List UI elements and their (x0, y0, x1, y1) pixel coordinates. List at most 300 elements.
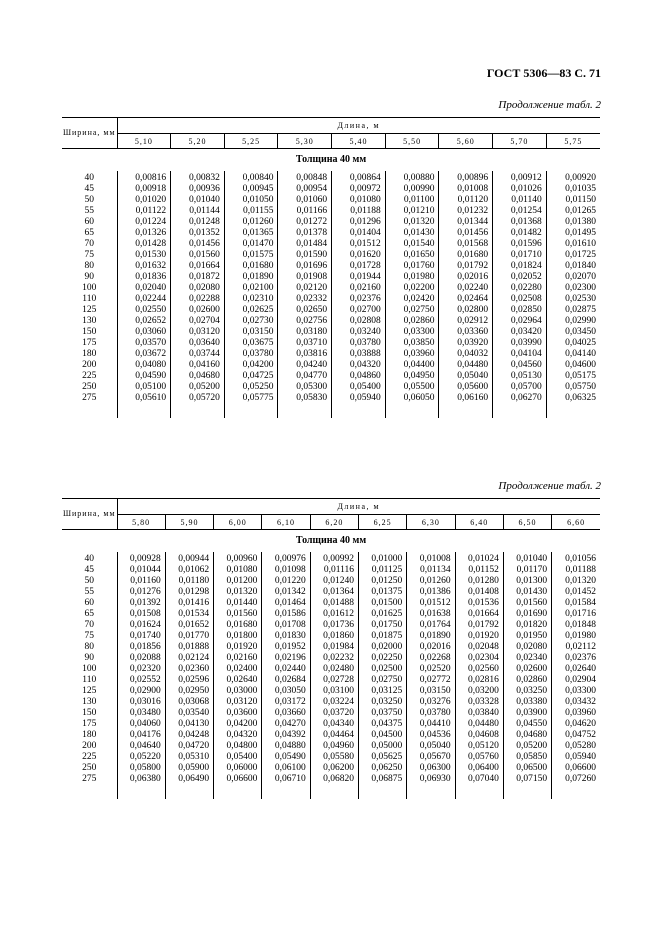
volume-cell: 0,03660 (262, 708, 310, 719)
length-value-header: 6,60 (552, 515, 600, 530)
volume-cell: 0,02912 (439, 316, 493, 327)
volume-cell: 0,02288 (171, 294, 225, 305)
volume-cell: 0,02520 (407, 664, 455, 675)
volume-cell: 0,01984 (310, 642, 358, 653)
length-value-header: 5,60 (439, 134, 493, 149)
width-cell: 80 (84, 261, 94, 271)
volume-cell: 0,01875 (358, 631, 406, 642)
volume-cell: 0,02052 (493, 272, 547, 283)
volume-cell: 0,01248 (171, 217, 225, 228)
width-cell: 50 (84, 576, 94, 586)
volume-cell: 0,00880 (385, 171, 439, 184)
volume-cell: 0,00954 (278, 184, 332, 195)
volume-table (62, 117, 600, 418)
volume-cell: 0,02704 (171, 316, 225, 327)
volume-cell: 0,06500 (503, 763, 551, 774)
table-row (62, 250, 600, 261)
length-value-header: 6,50 (503, 515, 551, 530)
width-cell: 110 (82, 675, 97, 685)
volume-cell: 0,03000 (214, 686, 262, 697)
volume-cell: 0,03224 (310, 697, 358, 708)
volume-cell: 0,00936 (171, 184, 225, 195)
volume-cell: 0,01428 (117, 239, 171, 250)
volume-cell: 0,05120 (455, 741, 503, 752)
width-cell: 180 (82, 730, 97, 740)
width-cell: 200 (82, 741, 97, 751)
volume-cell: 0,06710 (262, 774, 310, 799)
volume-cell: 0,01840 (546, 261, 600, 272)
volume-cell: 0,01378 (278, 228, 332, 239)
volume-cell: 0,02530 (546, 294, 600, 305)
volume-cell: 0,04680 (171, 371, 225, 382)
volume-cell: 0,05100 (117, 382, 171, 393)
volume-cell: 0,01265 (546, 206, 600, 217)
volume-cell: 0,05720 (171, 393, 225, 418)
table-row (62, 283, 600, 294)
volume-cell: 0,01392 (117, 598, 165, 609)
volume-cell: 0,01280 (455, 576, 503, 587)
volume-cell: 0,02640 (214, 675, 262, 686)
volume-cell: 0,03150 (224, 327, 278, 338)
volume-cell: 0,01680 (439, 250, 493, 261)
volume-cell: 0,01488 (310, 598, 358, 609)
volume-cell: 0,01456 (171, 239, 225, 250)
table-row (62, 587, 600, 598)
width-cell: 100 (82, 664, 97, 674)
table-row (62, 382, 600, 393)
volume-cell: 0,01512 (407, 598, 455, 609)
volume-cell: 0,04480 (455, 719, 503, 730)
volume-cell: 0,03420 (493, 327, 547, 338)
volume-cell: 0,02100 (224, 283, 278, 294)
volume-cell: 0,01680 (224, 261, 278, 272)
volume-cell: 0,01495 (546, 228, 600, 239)
volume-cell: 0,02596 (165, 675, 213, 686)
volume-cell: 0,04640 (117, 741, 165, 752)
volume-cell: 0,02376 (332, 294, 386, 305)
volume-cell: 0,01166 (278, 206, 332, 217)
volume-cell: 0,04608 (455, 730, 503, 741)
volume-cell: 0,01326 (117, 228, 171, 239)
volume-cell: 0,01830 (262, 631, 310, 642)
volume-cell: 0,02625 (224, 305, 278, 316)
volume-cell: 0,01125 (358, 565, 406, 576)
volume-cell: 0,01152 (455, 565, 503, 576)
volume-cell: 0,01155 (224, 206, 278, 217)
volume-cell: 0,05400 (214, 752, 262, 763)
width-cell: 50 (84, 195, 94, 205)
volume-cell: 0,01836 (117, 272, 171, 283)
table-row (62, 774, 600, 799)
volume-cell: 0,00912 (493, 171, 547, 184)
volume-cell: 0,01508 (117, 609, 165, 620)
volume-cell: 0,01980 (552, 631, 600, 642)
volume-cell: 0,01484 (278, 239, 332, 250)
volume-cell: 0,01020 (117, 195, 171, 206)
volume-cell: 0,03570 (117, 338, 171, 349)
table-row (62, 261, 600, 272)
volume-cell: 0,01440 (214, 598, 262, 609)
volume-cell: 0,06100 (262, 763, 310, 774)
volume-cell: 0,01188 (552, 565, 600, 576)
volume-cell: 0,01530 (117, 250, 171, 261)
volume-cell: 0,02070 (546, 272, 600, 283)
volume-cell: 0,05200 (171, 382, 225, 393)
width-cell: 65 (84, 609, 94, 619)
width-cell: 40 (84, 173, 94, 183)
volume-cell: 0,01296 (332, 217, 386, 228)
volume-cell: 0,03780 (332, 338, 386, 349)
volume-cell: 0,01276 (117, 587, 165, 598)
volume-cell: 0,02600 (503, 664, 551, 675)
volume-cell: 0,05750 (546, 382, 600, 393)
table-row (62, 217, 600, 228)
volume-cell: 0,02240 (439, 283, 493, 294)
volume-cell: 0,02400 (214, 664, 262, 675)
volume-cell: 0,02160 (214, 653, 262, 664)
volume-cell: 0,02550 (117, 305, 171, 316)
volume-cell: 0,03050 (262, 686, 310, 697)
volume-cell: 0,04140 (546, 349, 600, 360)
width-cell: 55 (84, 206, 94, 216)
volume-cell: 0,01610 (546, 239, 600, 250)
table-row (62, 664, 600, 675)
volume-cell: 0,02990 (546, 316, 600, 327)
volume-cell: 0,00945 (224, 184, 278, 195)
width-cell: 225 (82, 752, 97, 762)
volume-cell: 0,01908 (278, 272, 332, 283)
volume-cell: 0,03068 (165, 697, 213, 708)
volume-cell: 0,02200 (385, 283, 439, 294)
volume-cell: 0,02875 (546, 305, 600, 316)
volume-cell: 0,01056 (552, 552, 600, 565)
length-value-header: 5,25 (224, 134, 278, 149)
volume-cell: 0,03540 (165, 708, 213, 719)
length-value-header: 5,40 (332, 134, 386, 149)
volume-cell: 0,05940 (332, 393, 386, 418)
volume-cell: 0,03120 (214, 697, 262, 708)
table-row (62, 228, 600, 239)
table-row (62, 349, 600, 360)
volume-cell: 0,02900 (117, 686, 165, 697)
volume-cell: 0,01344 (439, 217, 493, 228)
table-row (62, 653, 600, 664)
volume-cell: 0,04464 (310, 730, 358, 741)
length-value-header: 5,70 (493, 134, 547, 149)
volume-cell: 0,01026 (493, 184, 547, 195)
volume-cell: 0,04480 (439, 360, 493, 371)
width-cell: 275 (82, 393, 97, 403)
volume-cell: 0,05900 (165, 763, 213, 774)
volume-cell: 0,03888 (332, 349, 386, 360)
volume-cell: 0,02756 (278, 316, 332, 327)
volume-cell: 0,01464 (262, 598, 310, 609)
volume-cell: 0,01144 (171, 206, 225, 217)
volume-cell: 0,02684 (262, 675, 310, 686)
width-cell: 110 (82, 294, 97, 304)
volume-cell: 0,01716 (552, 609, 600, 620)
volume-cell: 0,05940 (552, 752, 600, 763)
length-value-header: 5,10 (117, 134, 171, 149)
volume-cell: 0,01365 (224, 228, 278, 239)
volume-cell: 0,01952 (262, 642, 310, 653)
volume-cell: 0,01586 (262, 609, 310, 620)
volume-cell: 0,03016 (117, 697, 165, 708)
volume-cell: 0,01872 (171, 272, 225, 283)
volume-cell: 0,02808 (332, 316, 386, 327)
table-continuation-label: Продолжение табл. 2 (498, 99, 601, 111)
volume-cell: 0,04060 (117, 719, 165, 730)
volume-cell: 0,01240 (310, 576, 358, 587)
volume-cell: 0,00848 (278, 171, 332, 184)
volume-cell: 0,01760 (385, 261, 439, 272)
volume-cell: 0,04320 (332, 360, 386, 371)
volume-cell: 0,06250 (358, 763, 406, 774)
volume-cell: 0,04860 (332, 371, 386, 382)
volume-cell: 0,02160 (332, 283, 386, 294)
volume-cell: 0,01254 (493, 206, 547, 217)
volume-cell: 0,01512 (332, 239, 386, 250)
table-row (62, 730, 600, 741)
volume-cell: 0,01386 (407, 587, 455, 598)
volume-cell: 0,01456 (439, 228, 493, 239)
volume-cell: 0,01708 (262, 620, 310, 631)
width-cell: 225 (82, 371, 97, 381)
length-value-header: 6,10 (262, 515, 310, 530)
volume-cell: 0,00944 (165, 552, 213, 565)
volume-cell: 0,01220 (262, 576, 310, 587)
width-cell: 200 (82, 360, 97, 370)
volume-cell: 0,01860 (310, 631, 358, 642)
volume-cell: 0,01040 (171, 195, 225, 206)
volume-cell: 0,04400 (385, 360, 439, 371)
volume-cell: 0,01364 (310, 587, 358, 598)
volume-cell: 0,01008 (407, 552, 455, 565)
volume-cell: 0,04880 (262, 741, 310, 752)
volume-cell: 0,02124 (165, 653, 213, 664)
volume-cell: 0,01848 (552, 620, 600, 631)
volume-cell: 0,00960 (214, 552, 262, 565)
width-cell: 150 (82, 327, 97, 337)
volume-cell: 0,05580 (310, 752, 358, 763)
volume-cell: 0,03450 (546, 327, 600, 338)
volume-cell: 0,03744 (171, 349, 225, 360)
volume-cell: 0,05220 (117, 752, 165, 763)
width-cell: 60 (84, 217, 94, 227)
length-value-header: 5,50 (385, 134, 439, 149)
volume-cell: 0,05040 (439, 371, 493, 382)
table-row (62, 360, 600, 371)
width-cell: 180 (82, 349, 97, 359)
volume-cell: 0,05800 (117, 763, 165, 774)
length-value-header: 5,90 (165, 515, 213, 530)
volume-cell: 0,02964 (493, 316, 547, 327)
volume-cell: 0,01920 (214, 642, 262, 653)
volume-cell: 0,01736 (310, 620, 358, 631)
volume-cell: 0,06160 (439, 393, 493, 418)
volume-cell: 0,01950 (503, 631, 551, 642)
volume-cell: 0,02640 (552, 664, 600, 675)
length-value-header: 5,75 (546, 134, 600, 149)
volume-cell: 0,01140 (493, 195, 547, 206)
length-value-header: 5,80 (117, 515, 165, 530)
width-cell: 55 (84, 587, 94, 597)
volume-cell: 0,02500 (358, 664, 406, 675)
volume-cell: 0,01320 (385, 217, 439, 228)
volume-cell: 0,06000 (214, 763, 262, 774)
volume-cell: 0,01430 (503, 587, 551, 598)
volume-cell: 0,01820 (503, 620, 551, 631)
volume-cell: 0,02860 (385, 316, 439, 327)
volume-cell: 0,05200 (503, 741, 551, 752)
volume-cell: 0,04240 (278, 360, 332, 371)
table-row (62, 576, 600, 587)
width-cell: 100 (82, 283, 97, 293)
volume-cell: 0,01690 (503, 609, 551, 620)
width-cell: 130 (82, 697, 97, 707)
width-cell: 40 (84, 554, 94, 564)
table-row (62, 741, 600, 752)
volume-cell: 0,03432 (552, 697, 600, 708)
volume-cell: 0,03172 (262, 697, 310, 708)
volume-cell: 0,01680 (214, 620, 262, 631)
volume-cell: 0,01632 (117, 261, 171, 272)
length-value-header: 5,20 (171, 134, 225, 149)
volume-cell: 0,00896 (439, 171, 493, 184)
volume-cell: 0,01062 (165, 565, 213, 576)
table-row (62, 763, 600, 774)
width-cell: 130 (82, 316, 97, 326)
volume-cell: 0,01080 (214, 565, 262, 576)
table-row (62, 609, 600, 620)
volume-cell: 0,01098 (262, 565, 310, 576)
volume-cell: 0,01890 (407, 631, 455, 642)
volume-cell: 0,01320 (214, 587, 262, 598)
volume-cell: 0,04550 (503, 719, 551, 730)
volume-cell: 0,01404 (332, 228, 386, 239)
volume-cell: 0,03960 (552, 708, 600, 719)
volume-cell: 0,02048 (455, 642, 503, 653)
volume-cell: 0,02332 (278, 294, 332, 305)
volume-cell: 0,04500 (358, 730, 406, 741)
volume-cell: 0,01534 (165, 609, 213, 620)
volume-cell: 0,02816 (455, 675, 503, 686)
volume-cell: 0,02088 (117, 653, 165, 664)
volume-cell: 0,04032 (439, 349, 493, 360)
volume-cell: 0,01560 (171, 250, 225, 261)
volume-cell: 0,02080 (171, 283, 225, 294)
volume-cell: 0,02950 (165, 686, 213, 697)
volume-cell: 0,05700 (493, 382, 547, 393)
volume-cell: 0,00928 (117, 552, 165, 565)
volume-cell: 0,00992 (310, 552, 358, 565)
volume-cell: 0,02508 (493, 294, 547, 305)
width-cell: 250 (82, 763, 97, 773)
volume-cell: 0,03640 (171, 338, 225, 349)
volume-cell: 0,03710 (278, 338, 332, 349)
volume-cell: 0,01040 (503, 552, 551, 565)
volume-cell: 0,00990 (385, 184, 439, 195)
width-cell: 250 (82, 382, 97, 392)
volume-cell: 0,04725 (224, 371, 278, 382)
volume-cell: 0,01008 (439, 184, 493, 195)
table-row (62, 338, 600, 349)
volume-cell: 0,05130 (493, 371, 547, 382)
volume-cell: 0,05760 (455, 752, 503, 763)
table-row (62, 316, 600, 327)
volume-cell: 0,03360 (439, 327, 493, 338)
volume-cell: 0,01710 (493, 250, 547, 261)
volume-cell: 0,04590 (117, 371, 171, 382)
volume-cell: 0,01408 (455, 587, 503, 598)
volume-cell: 0,02112 (552, 642, 600, 653)
table-row (62, 686, 600, 697)
volume-cell: 0,01596 (493, 239, 547, 250)
volume-cell: 0,01035 (546, 184, 600, 195)
volume-cell: 0,01920 (455, 631, 503, 642)
volume-cell: 0,04536 (407, 730, 455, 741)
volume-cell: 0,06300 (407, 763, 455, 774)
volume-cell: 0,01416 (165, 598, 213, 609)
volume-cell: 0,06400 (455, 763, 503, 774)
volume-cell: 0,01180 (165, 576, 213, 587)
length-value-header: 6,20 (310, 515, 358, 530)
volume-cell: 0,03750 (358, 708, 406, 719)
volume-cell: 0,01430 (385, 228, 439, 239)
volume-cell: 0,06325 (546, 393, 600, 418)
volume-cell: 0,04950 (385, 371, 439, 382)
table-row (62, 719, 600, 730)
volume-cell: 0,02480 (310, 664, 358, 675)
volume-cell: 0,01560 (214, 609, 262, 620)
volume-cell: 0,01024 (455, 552, 503, 565)
volume-cell: 0,07040 (455, 774, 503, 799)
volume-cell: 0,06200 (310, 763, 358, 774)
volume-cell: 0,01210 (385, 206, 439, 217)
volume-cell: 0,01260 (224, 217, 278, 228)
volume-cell: 0,01352 (171, 228, 225, 239)
length-column-header: Длина, м (117, 118, 600, 134)
volume-cell: 0,02244 (117, 294, 171, 305)
volume-cell: 0,05250 (224, 382, 278, 393)
section-title: Толщина 40 мм (295, 535, 367, 546)
volume-cell: 0,03850 (385, 338, 439, 349)
volume-cell: 0,02750 (358, 675, 406, 686)
volume-cell: 0,01740 (117, 631, 165, 642)
volume-cell: 0,02730 (224, 316, 278, 327)
width-cell: 70 (84, 239, 94, 249)
volume-cell: 0,03990 (493, 338, 547, 349)
volume-cell: 0,05850 (503, 752, 551, 763)
volume-cell: 0,01728 (332, 261, 386, 272)
volume-cell: 0,04248 (165, 730, 213, 741)
volume-cell: 0,02120 (278, 283, 332, 294)
volume-cell: 0,03780 (224, 349, 278, 360)
volume-cell: 0,01232 (439, 206, 493, 217)
volume-cell: 0,04080 (117, 360, 171, 371)
table-row (62, 697, 600, 708)
volume-cell: 0,02652 (117, 316, 171, 327)
volume-cell: 0,02552 (117, 675, 165, 686)
volume-cell: 0,01320 (552, 576, 600, 587)
volume-cell: 0,04200 (214, 719, 262, 730)
width-cell: 70 (84, 620, 94, 630)
table-row (62, 171, 600, 184)
volume-cell: 0,01375 (358, 587, 406, 598)
volume-cell: 0,01482 (493, 228, 547, 239)
volume-cell: 0,03276 (407, 697, 455, 708)
volume-cell: 0,02728 (310, 675, 358, 686)
